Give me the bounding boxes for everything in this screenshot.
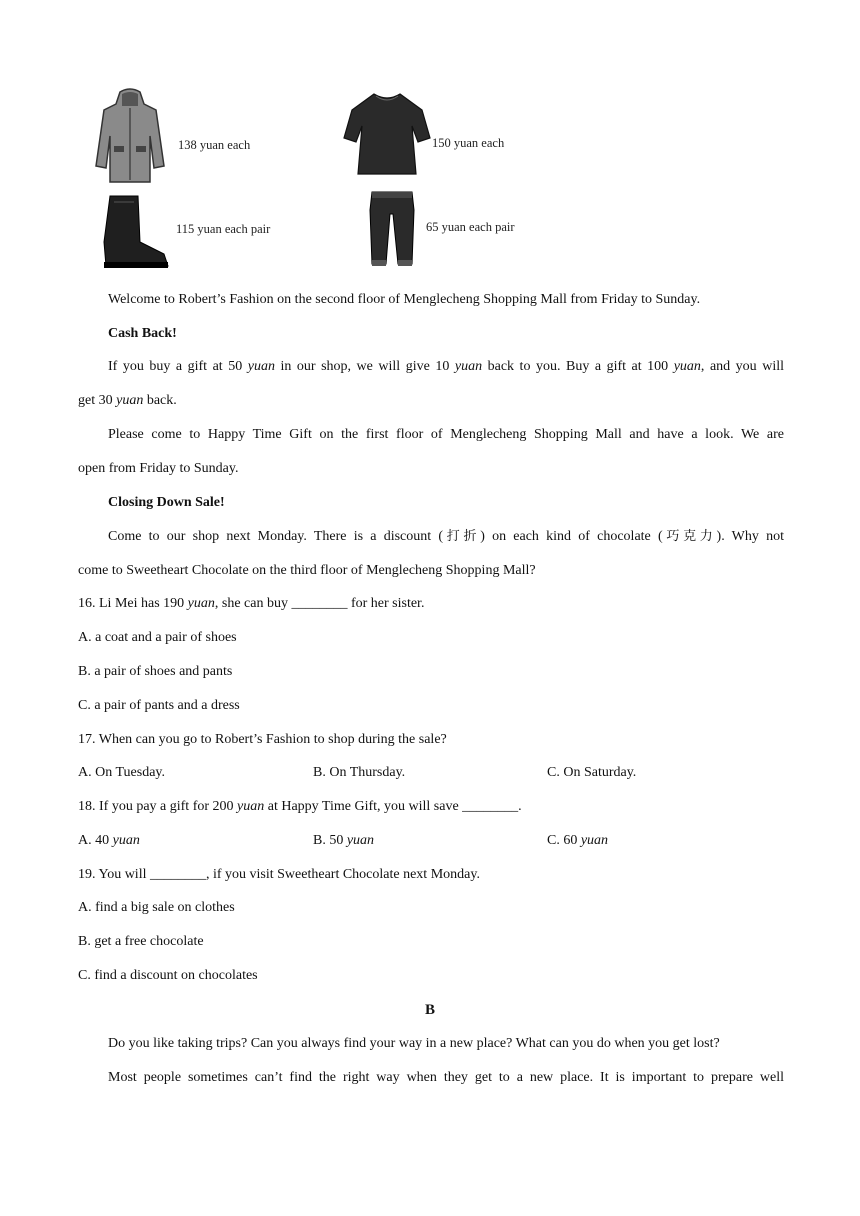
boots-icon: [92, 192, 172, 272]
dress-icon: [342, 86, 432, 178]
question-19: 19. You will ________, if you visit Sweetheart Chocolate next Monday.: [78, 867, 480, 882]
q18-option-a: A. 40 yuan: [78, 833, 140, 848]
boots-price: 115 yuan each pair: [176, 222, 271, 236]
closing-sale-line-2: come to Sweetheart Chocolate on the third floor of Menglecheng Shopping Mall?: [78, 563, 536, 578]
happy-time-line-2: open from Friday to Sunday.: [78, 461, 239, 476]
pants-icon: [366, 190, 418, 270]
closing-sale-line-1: Come to our shop next Monday. There is a discount (打折) on each kind of chocolate (巧克力). Why not: [108, 529, 784, 544]
question-18: 18. If you pay a gift for 200 yuan at Happy Time Gift, you will save ________.: [78, 799, 522, 814]
section-b-paragraph-1: Do you like taking trips? Can you always find your way in a new place? What can you do when you get lost?: [108, 1036, 720, 1051]
q19-option-c: C. find a discount on chocolates: [78, 968, 258, 983]
pants-price: 65 yuan each pair: [426, 220, 515, 234]
question-16: 16. Li Mei has 190 yuan, she can buy ________ for her sister.: [78, 596, 425, 611]
q16-option-c: C. a pair of pants and a dress: [78, 698, 240, 713]
closing-sale-title: Closing Down Sale!: [108, 495, 225, 510]
q16-option-b: B. a pair of shoes and pants: [78, 664, 233, 679]
happy-time-line-1: Please come to Happy Time Gift on the first floor of Menglecheng Shopping Mall and have a look. We are: [108, 427, 784, 442]
coat-price: 138 yuan each: [178, 138, 251, 152]
roberts-fashion-text: Welcome to Robert’s Fashion on the second floor of Menglecheng Shopping Mall from Friday to Sunday.: [108, 292, 701, 307]
section-b-heading: B: [424, 1002, 435, 1018]
q18-option-c: C. 60 yuan: [547, 833, 609, 848]
q16-option-a: A. a coat and a pair of shoes: [78, 630, 237, 645]
q17-option-a: A. On Tuesday.: [78, 765, 165, 780]
q19-option-b: B. get a free chocolate: [78, 934, 204, 949]
cash-back-line-2: get 30 yuan back.: [78, 393, 177, 408]
section-b-paragraph-2: Most people sometimes can’t find the right way when they get to a new place. It is important to prepare well: [108, 1070, 784, 1085]
q19-option-a: A. find a big sale on clothes: [78, 900, 235, 915]
dress-price: 150 yuan each: [432, 136, 505, 150]
clothing-ad-figure: [88, 82, 558, 274]
coat-icon: [90, 86, 170, 186]
cash-back-line-1: If you buy a gift at 50 yuan in our shop, we will give 10 yuan back to you. Buy a gift at 100 yuan, and you will: [108, 359, 784, 374]
cash-back-title: Cash Back!: [108, 326, 177, 341]
q18-option-b: B. 50 yuan: [313, 833, 375, 848]
q17-option-b: B. On Thursday.: [313, 765, 406, 780]
question-17: 17. When can you go to Robert’s Fashion to shop during the sale?: [78, 732, 447, 747]
q17-option-c: C. On Saturday.: [547, 765, 637, 780]
